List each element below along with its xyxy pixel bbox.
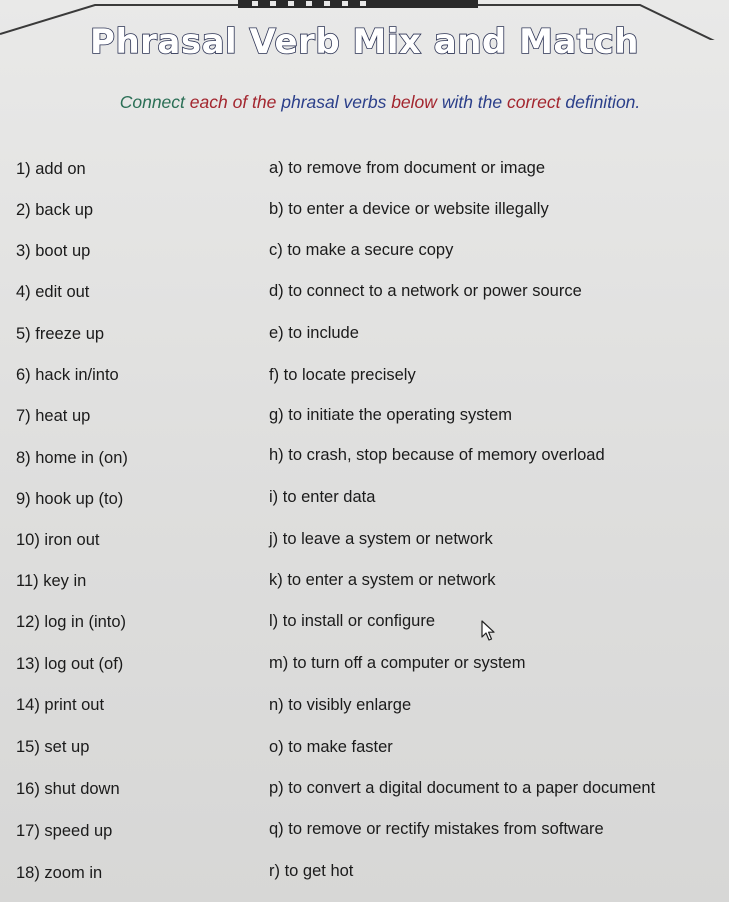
- definition-item: i) to enter data: [269, 488, 376, 506]
- verb-item: 2) back up: [16, 201, 94, 219]
- verb-item: 18) zoom in: [16, 864, 103, 882]
- instruction-word: correct: [507, 92, 561, 112]
- definition-item: d) to connect to a network or power source: [269, 282, 582, 300]
- definition-item: a) to remove from document or image: [269, 159, 546, 177]
- verb-item: 10) iron out: [16, 531, 100, 549]
- verb-item: 13) log out (of): [16, 655, 124, 673]
- definition-item: k) to enter a system or network: [269, 571, 496, 589]
- verb-item: 5) freeze up: [16, 325, 105, 343]
- definition-item: m) to turn off a computer or system: [269, 654, 526, 672]
- verb-item: 12) log in (into): [16, 613, 127, 631]
- definition-item: n) to visibly enlarge: [269, 696, 412, 714]
- definition-item: q) to remove or rectify mistakes from software: [269, 820, 604, 838]
- verb-item: 11) key in: [16, 572, 87, 590]
- definition-item: c) to make a secure copy: [269, 241, 454, 259]
- definition-item: r) to get hot: [269, 862, 354, 880]
- instruction-word: definition.: [565, 92, 641, 112]
- instruction-word: Connect: [119, 92, 185, 112]
- verb-item: 1) add on: [16, 160, 86, 178]
- definition-item: g) to initiate the operating system: [269, 406, 513, 424]
- verb-item: 16) shut down: [16, 780, 120, 798]
- verb-item: 14) print out: [16, 696, 105, 714]
- verb-item: 3) boot up: [16, 242, 91, 260]
- instruction-word: below: [391, 92, 437, 112]
- verb-item: 15) set up: [16, 738, 90, 756]
- definition-item: b) to enter a device or website illegally: [269, 200, 549, 218]
- verb-item: 6) hack in/into: [16, 366, 119, 384]
- definition-item: f) to locate precisely: [269, 366, 416, 384]
- instructions: [0, 92, 729, 113]
- worksheet-title: Phrasal Verb Mix and Match: [90, 22, 639, 62]
- definition-item: j) to leave a system or network: [269, 530, 493, 548]
- instruction-word: phrasal verbs: [281, 92, 387, 112]
- definition-item: l) to install or configure: [269, 612, 435, 630]
- verb-item: 4) edit out: [16, 283, 90, 301]
- definition-item: h) to crash, stop because of memory overload: [269, 446, 605, 464]
- verb-item: 17) speed up: [16, 822, 113, 840]
- verb-item: 8) home in (on): [16, 449, 128, 467]
- definition-item: e) to include: [269, 324, 359, 342]
- verb-item: 9) hook up (to): [16, 490, 124, 508]
- verb-item: 7) heat up: [16, 407, 91, 425]
- definition-item: p) to convert a digital document to a paper document: [269, 779, 656, 797]
- mouse-pointer-icon: [481, 620, 497, 644]
- definition-item: o) to make faster: [269, 738, 393, 756]
- instruction-word: with the: [441, 92, 503, 112]
- instruction-word: each of the: [189, 92, 277, 112]
